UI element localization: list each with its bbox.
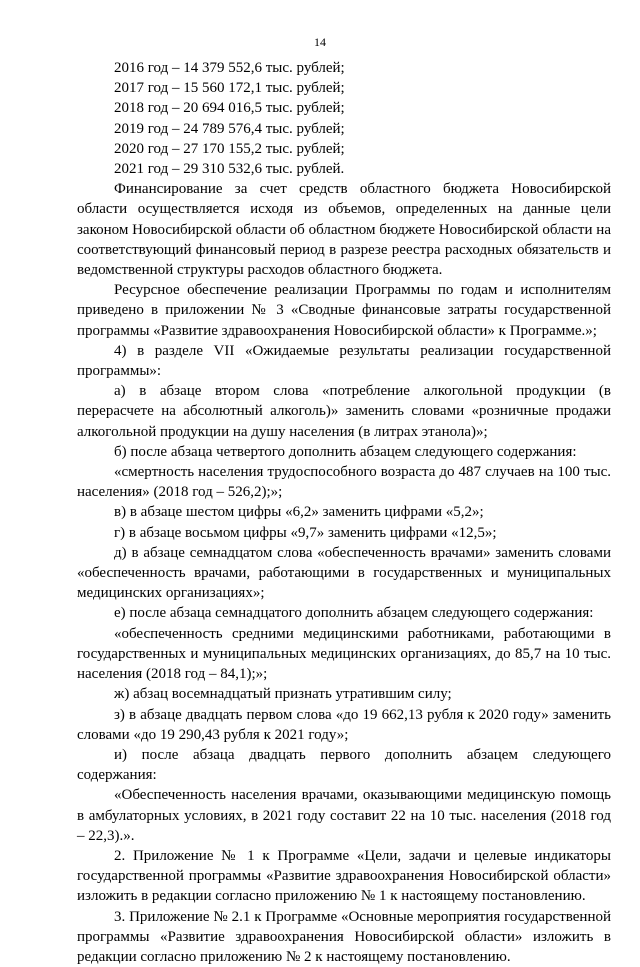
paragraph-financing: Финансирование за счет средств областного бюджета Новосибирской области осуществляется исходя из объемов, определенных на данные цели законом Новосибирской области об областном бюджете Новосибирской области на соответствующий финансовый период в разрезе реестра расходных обязательств и ведомственной структуры расходов областного бюджета.	[77, 181, 611, 279]
funding-year-2021: 2021 год – 29 310 532,6 тыс. рублей.	[114, 161, 345, 178]
paragraph-item-g: г) в абзаце восьмом цифры «9,7» заменить цифрами «12,5»;	[114, 524, 497, 541]
paragraph-item-z: з) в абзаце двадцать первом слова «до 19 662,13 рубля к 2020 году» заменить словами «до 19 290,43 рубля к 2021 году»;	[77, 706, 611, 743]
funding-year-2017: 2017 год – 15 560 172,1 тыс. рублей;	[114, 80, 345, 97]
paragraph-item-b: б) после абзаца четвертого дополнить абзацем следующего содержания:	[114, 443, 577, 460]
paragraph-quote-nurses: «обеспеченность средними медицинскими работниками, работающими в государственных и муниципальных медицинских организациях, до 85,7 на 10 тыс. населения (2018 год – 84,1);»;	[77, 625, 611, 683]
paragraph-item-zh: ж) абзац восемнадцатый признать утратившим силу;	[114, 686, 452, 703]
paragraph-item-v: в) в абзаце шестом цифры «6,2» заменить цифрами «5,2»;	[114, 504, 484, 521]
paragraph-quote-doctors: «Обеспеченность населения врачами, оказывающими медицинскую помощь в амбулаторных условиях, в 2021 году составит 22 на 10 тыс. населения (2018 год – 22,3).».	[77, 787, 611, 844]
paragraph-quote-mortality: «смертность населения трудоспособного возраста до 487 случаев на 100 тыс. населения» (2018 год – 526,2);»;	[77, 464, 611, 501]
paragraph-item-e: е) после абзаца семнадцатого дополнить абзацем следующего содержания:	[114, 605, 594, 622]
funding-year-2018: 2018 год – 20 694 016,5 тыс. рублей;	[114, 100, 345, 117]
funding-year-2019: 2019 год – 24 789 576,4 тыс. рублей;	[114, 120, 345, 137]
paragraph-item-i: и) после абзаца двадцать первого дополнить абзацем следующего содержания:	[77, 746, 611, 784]
paragraph-appendix-2-1: 3. Приложение № 2.1 к Программе «Основные мероприятия государственной программы «Развитие здравоохранения Новосибирской области» изложить в редакции согласно приложению № 2 к настоящему постановлению.	[77, 908, 611, 965]
document-body	[77, 58, 611, 967]
paragraph-appendix-1: 2. Приложение № 1 к Программе «Цели, задачи и целевые индикаторы государственной программы «Развитие здравоохранения Новосибирской области» изложить в редакции согласно приложению № 1 к настоящему постановлению.	[77, 847, 611, 905]
page-number: 14	[314, 35, 326, 49]
paragraph-item-a: а) в абзаце втором слова «потребление алкогольной продукции (в перерасчете на абсолютный алкоголь)» заменить словами «розничные продажи алкогольной продукции на душу населения (в литрах этанола)»;	[77, 383, 611, 440]
paragraph-resource-provision: Ресурсное обеспечение реализации Программы по годам и исполнителям приведено в приложении № 3 «Сводные финансовые затраты государственной программы «Развитие здравоохранения Новосибирской области» к Программе.»;	[77, 282, 611, 339]
paragraph-section-vii: 4) в разделе VII «Ожидаемые результаты реализации государственной программы»:	[77, 342, 611, 380]
paragraph-item-d: д) в абзаце семнадцатом слова «обеспеченность врачами» заменить словами «обеспеченность врачами, работающими в государственных и муниципальных медицинских организациях»;	[77, 544, 611, 602]
funding-year-2020: 2020 год – 27 170 155,2 тыс. рублей;	[114, 140, 345, 157]
funding-year-2016: 2016 год – 14 379 552,6 тыс. рублей;	[114, 60, 345, 76]
